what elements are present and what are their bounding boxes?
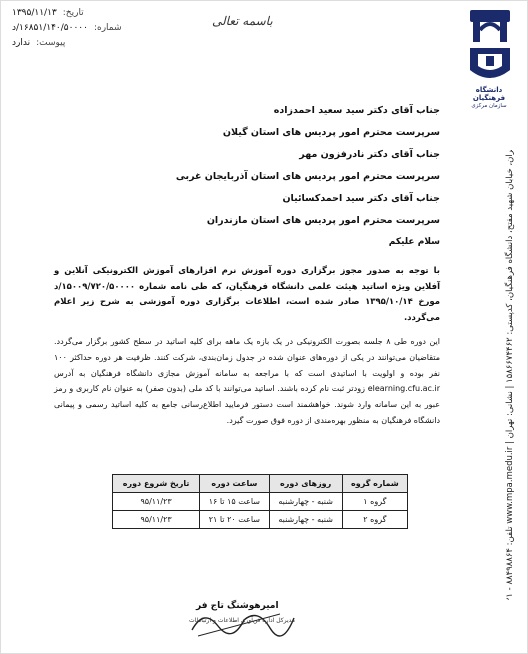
table-row [113, 511, 408, 529]
table-row [113, 493, 408, 511]
meta-date [12, 6, 162, 21]
logo-subtitle: سازمان مرکزی [471, 103, 507, 109]
side-contact-strip [496, 150, 522, 600]
meta-attachment-value: ندارد [12, 38, 31, 48]
logo-university-name: دانشگاه فرهنگیان [472, 86, 506, 102]
recipient-line: جناب آقای دکتر نادرفزون مهر [299, 149, 440, 160]
header-start-date: تاریخ شروع دوره [113, 475, 200, 493]
recipients-block [110, 100, 440, 232]
recipient-line: سرپرست محترم امور پردیس های استان گیلان [222, 127, 440, 138]
meta-attachment-label: پیوست: [36, 38, 66, 48]
meta-date-value: ۱۳۹۵/۱۱/۱۳ [12, 8, 57, 18]
cell-group: گروه ۲ [342, 511, 407, 529]
body-paragraph-1: با توجه به صدور مجوز برگزاری دوره آموزش نرم افزارهای آموزش الکترونیکی آنلاین و آفلاین ویژه اساتید هیئت علمی دانشگاه فرهنگیان، که طی نامه شماره ۱۵۰۰۹/۷۲۰/۵۰۰۰۰/د مورخ ۱۳۹۵/۱۰/۱۴ صادر شده است، اطلاعات برگزاری دوره آموزشی به شرح زیر اعلام می‌گردد. [54, 266, 440, 323]
letter-meta [12, 6, 162, 51]
side-contact-text: تلفن: ۸۸۴۹۸۸۶۴ - ۰۲۱ www.mpa.medu.ir | تهران، خیابان شهید مفتح، دانشگاه فرهنگیان، کدپستی: ۱۵۸۶۶۷۴۴۶۲ | نشانی: تهران [505, 150, 515, 600]
cell-start-date: ۹۵/۱۱/۲۳ [113, 511, 200, 529]
signatory-name: امیرهوشنگ تاج فر [196, 601, 279, 611]
schedule-table [112, 474, 408, 529]
invocation-heading: باسمه تعالی [212, 14, 273, 28]
cell-group: گروه ۱ [342, 493, 407, 511]
recipient-line: جناب آقای دکتر سید احمدکسائیان [282, 193, 440, 204]
schedule-header-row [113, 475, 408, 493]
cell-hours: ساعت ۱۵ تا ۱۶ [200, 493, 269, 511]
body-paragraph-2: این دوره طی ۸ جلسه بصورت الکترونیکی در یک بازه یک ماهه برای کلیه اساتید در سطح کشور برگزار می‌گردد. متقاضیان می‌توانند در یکی از دوره‌های عنوان شده در جدول زمان‌بندی، شرکت کنند. ظرفیت هر دوره حداکثر ۱۰۰ نفر بوده و اولویت با اساتیدی است که با مراجعه به سامانه آموزش مجازی دانشگاه فرهنگیان به آدرس elearning.cfu.ac.ir زودتر ثبت نام کرده باشند. اساتید می‌توانند با کد ملی (بدون صفر) به عنوان نام کاربری و رمز عبور به این سامانه وارد شوند. خواهشمند است دستور فرمایید اطلاع‌رسانی جامع به کلیه اساتید رسمی و پیمانی دانشگاه فرهنگیان به منظور بهره‌مندی از دوره فوق صورت گیرد. [54, 337, 440, 425]
greeting: سلام علیکم [388, 237, 440, 247]
meta-date-label: تاریخ: [62, 8, 84, 18]
meta-number [12, 21, 162, 36]
meta-number-label: شماره: [93, 23, 122, 33]
header-group: شماره گروه [342, 475, 407, 493]
recipient-line: سرپرست محترم امور پردیس های استان مازندران [206, 215, 440, 226]
signatory-title: مدیرکل اداره فن‌آوری اطلاعات و ارتباطات [188, 617, 296, 624]
cell-hours: ساعت ۲۰ تا ۲۱ [200, 511, 269, 529]
header-hours: ساعت دوره [200, 475, 269, 493]
university-logo-icon [462, 8, 520, 136]
cell-days: شنبه - چهارشنبه [269, 493, 342, 511]
recipient-line: سرپرست محترم امور پردیس های استان آذربایجان غربی [175, 171, 440, 182]
meta-attachment [12, 36, 162, 51]
header-days: روزهای دوره [269, 475, 342, 493]
meta-number-value: ۱۶۸۵۱/۱۴۰/۵۰۰۰۰/د [12, 23, 88, 33]
cell-days: شنبه - چهارشنبه [269, 511, 342, 529]
cell-start-date: ۹۵/۱۱/۲۳ [113, 493, 200, 511]
recipient-line: جناب آقای دکتر سید سعید احمدزاده [273, 105, 440, 116]
